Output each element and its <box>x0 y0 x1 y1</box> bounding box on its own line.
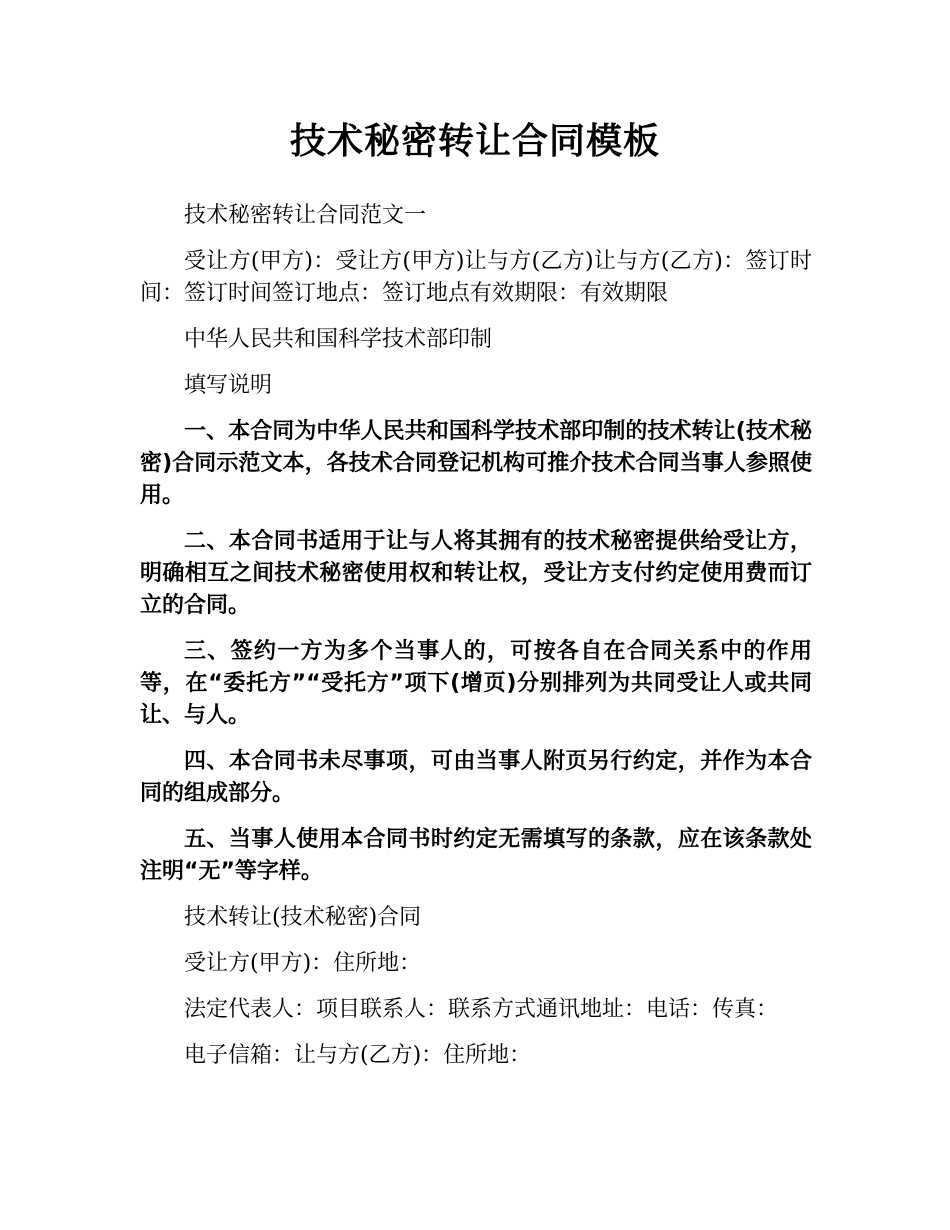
paragraph-representative: 法定代表人：项目联系人：联系方式通讯地址：电话：传真： <box>184 997 779 1022</box>
paragraph-instructions-heading: 填写说明 <box>184 373 273 398</box>
paragraph-email-transferor: 电子信箱：让与方(乙方)：住所地： <box>184 1043 532 1068</box>
paragraph-contract-title: 技术转让(技术秘密)合同 <box>184 905 422 930</box>
instruction-item-1: 一、本合同为中华人民共和国科学技术部印制的技术转让(技术秘密)合同示范文本，各技术合同登记机构可推介技术合同当事人参照使用。 <box>140 419 812 508</box>
instruction-item-3: 三、签约一方为多个当事人的，可按各自在合同关系中的作用等，在“委托方”“受托方”项下(增页)分别排列为共同受让人或共同让、与人。 <box>140 639 812 728</box>
paragraph-printer: 中华人民共和国科学技术部印制 <box>184 327 493 352</box>
instruction-item-4: 四、本合同书未尽事项，可由当事人附页另行约定，并作为本合同的组成部分。 <box>140 749 812 806</box>
paragraph-parties-info: 受让方(甲方)：受让方(甲方)让与方(乙方)让与方(乙方)：签订时间：签订时间签订地点：签订地点有效期限：有效期限 <box>140 249 812 306</box>
document-body <box>140 200 812 1086</box>
instruction-item-5: 五、当事人使用本合同书时约定无需填写的条款，应在该条款处注明“无”等字样。 <box>140 827 812 884</box>
paragraph-transferee: 受让方(甲方)：住所地： <box>184 951 422 976</box>
paragraph-sample-heading: 技术秘密转让合同范文一 <box>184 203 427 228</box>
instruction-item-2: 二、本合同书适用于让与人将其拥有的技术秘密提供给受让方，明确相互之间技术秘密使用权和转让权，受让方支付约定使用费而订立的合同。 <box>140 529 812 618</box>
document-title: 技术秘密转让合同模板 <box>289 121 660 162</box>
